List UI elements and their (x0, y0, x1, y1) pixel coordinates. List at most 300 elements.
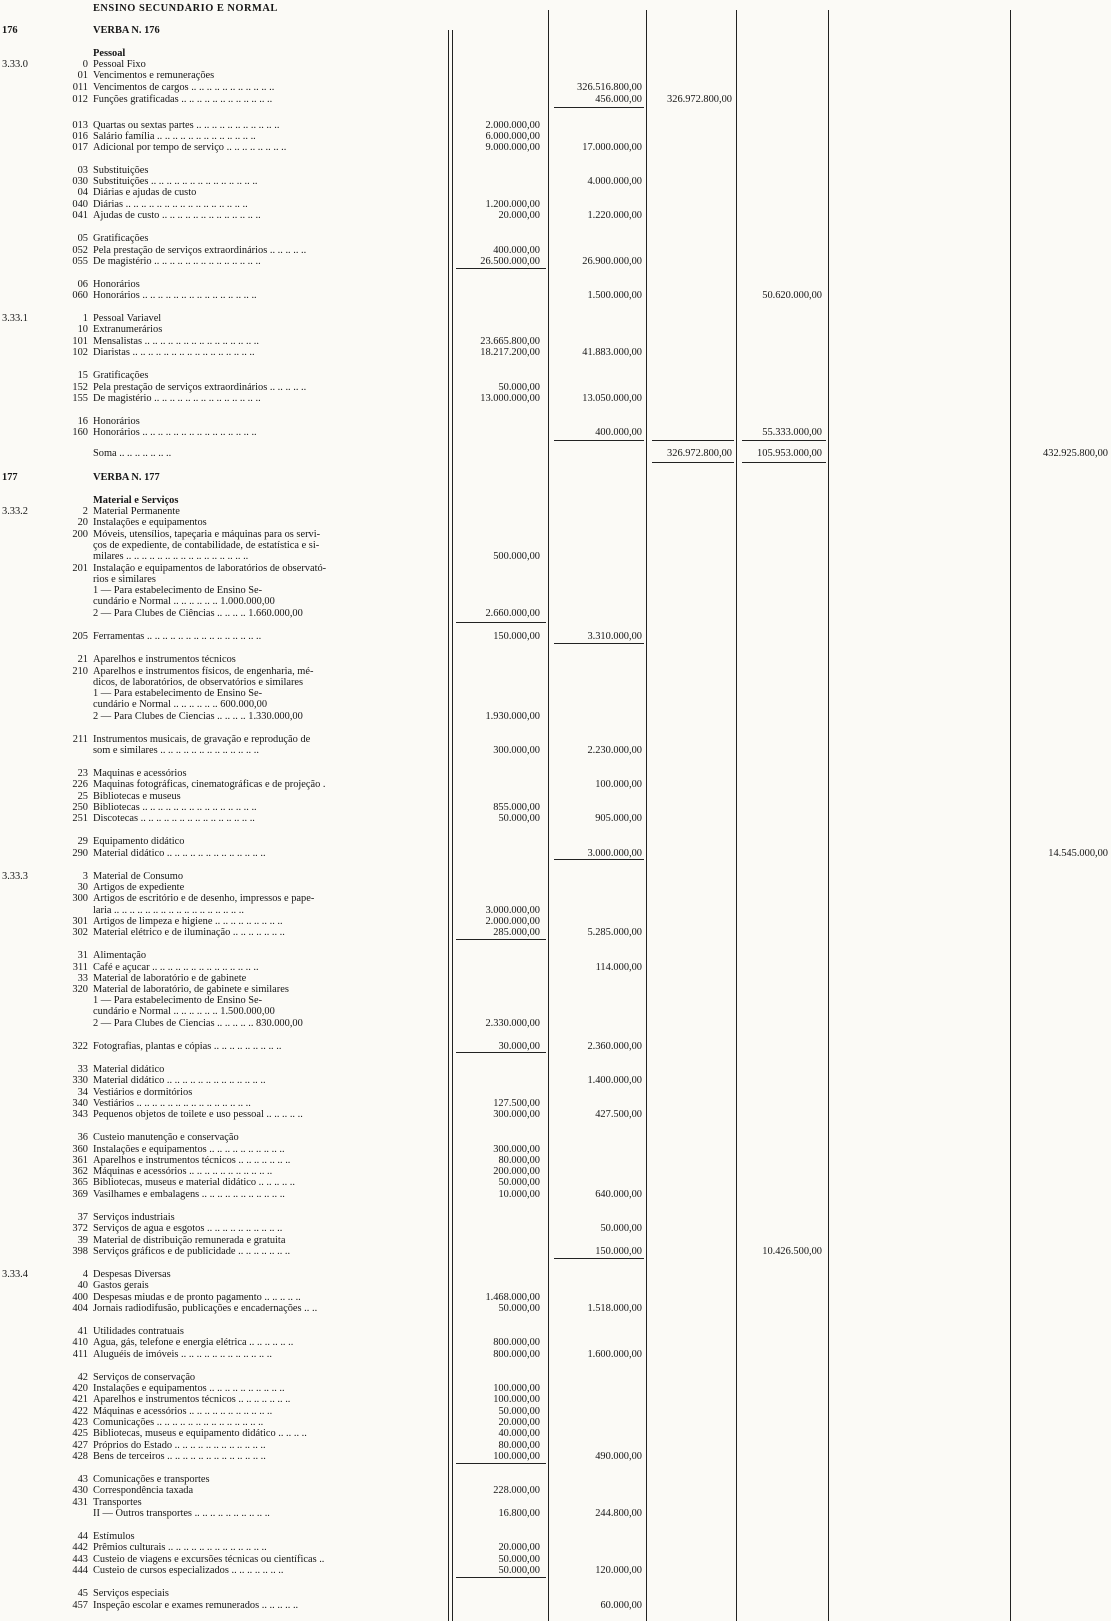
amount-col-2: 640.000,00 (595, 1189, 642, 1200)
amount-col-5: 432.925.800,00 (1043, 448, 1108, 459)
item-description: Pessoal (93, 48, 126, 59)
amount-col-1: 100.000,00 (493, 1394, 540, 1405)
item-description: 1 — Para estabelecimento de Ensino Se- (93, 688, 263, 699)
item-description: Vencimentos de cargos .. .. .. .. .. .. .. .. .. .. .. (93, 82, 275, 93)
item-description: Ferramentas .. .. .. .. .. .. .. .. .. .. .. .. .. .. .. (93, 631, 262, 642)
item-code: 320 (72, 984, 88, 995)
item-code: 45 (77, 1588, 88, 1599)
ledger-row (0, 1303, 1111, 1315)
item-code: 102 (72, 347, 88, 358)
item-description: VERBA N. 177 (93, 472, 160, 483)
item-description: Artigos de expediente (93, 882, 185, 893)
amount-col-1: 50.000,00 (498, 382, 540, 393)
amount-col-1: 150.000,00 (493, 631, 540, 642)
item-description: Aluguéis de imóveis .. .. .. .. .. .. .. .. .. .. .. .. (93, 1349, 272, 1360)
ledger-row (0, 1018, 1111, 1030)
item-description: Próprios do Estado .. .. .. .. .. .. .. .. .. .. .. .. (93, 1440, 266, 1451)
amount-col-1: 100.000,00 (493, 1451, 540, 1462)
item-code: 362 (72, 1166, 88, 1177)
ledger-row (0, 927, 1111, 939)
amount-col-1: 1.468.000,00 (485, 1292, 540, 1303)
amount-col-2: 400.000,00 (595, 427, 642, 438)
item-description: Comunicações .. .. .. .. .. .. .. .. .. .. .. .. .. .. (93, 1417, 264, 1428)
subtotal-rule (554, 643, 644, 644)
item-code: 201 (72, 563, 88, 574)
section-code: 177 (2, 472, 18, 483)
item-code: 20 (77, 517, 88, 528)
item-description: Material e Serviços (93, 495, 179, 506)
item-code: 31 (77, 950, 88, 961)
amount-col-2: 326.516.800,00 (577, 82, 642, 93)
item-description: Aparelhos e instrumentos físicos, de engenharia, mé- (93, 666, 314, 677)
item-code: 3 (82, 871, 88, 882)
subtotal-rule (456, 268, 546, 269)
amount-col-2: 13.050.000,00 (582, 393, 642, 404)
item-description: milares .. .. .. .. .. .. .. .. .. .. .. .. .. .. .. .. (93, 551, 249, 562)
ledger-row (0, 1109, 1111, 1121)
item-code: 422 (72, 1406, 88, 1417)
amount-col-2: 456.000,00 (595, 94, 642, 105)
item-code: 23 (77, 768, 88, 779)
item-code: 34 (77, 1087, 88, 1098)
item-code: 37 (77, 1212, 88, 1223)
item-code: 0 (82, 59, 88, 70)
amount-col-1: 300.000,00 (493, 1144, 540, 1155)
ledger-row (0, 1189, 1111, 1201)
item-code: 311 (72, 962, 88, 973)
item-code: 33 (77, 1064, 88, 1075)
amount-col-4: 50.620.000,00 (762, 290, 822, 301)
amount-col-1: 50.000,00 (498, 1565, 540, 1576)
item-description: Soma .. .. .. .. .. .. .. (93, 448, 172, 459)
item-code: 10 (77, 324, 88, 335)
amount-col-1: 20.000,00 (498, 1417, 540, 1428)
item-code: 443 (72, 1554, 88, 1565)
subtotal-rule (554, 107, 644, 108)
item-description: Gratificações (93, 233, 149, 244)
ledger-row (0, 1485, 1111, 1497)
item-description: Substituições .. .. .. .. .. .. .. .. .. .. .. .. .. .. (93, 176, 258, 187)
amount-col-1: 50.000,00 (498, 1303, 540, 1314)
ledger-row (0, 1132, 1111, 1144)
amount-col-1: 16.800,00 (498, 1508, 540, 1519)
item-code: 29 (77, 836, 88, 847)
amount-col-5: 14.545.000,00 (1048, 848, 1108, 859)
subtotal-rule (456, 1577, 546, 1578)
item-code: 369 (72, 1189, 88, 1200)
item-code: 016 (72, 131, 88, 142)
item-description: Correspondência taxada (93, 1485, 194, 1496)
ledger-row (0, 836, 1111, 848)
amount-col-1: 3.000.000,00 (485, 905, 540, 916)
ledger-row (0, 596, 1111, 608)
item-code: 052 (72, 245, 88, 256)
item-code: 400 (72, 1292, 88, 1303)
amount-col-2: 1.500.000,00 (587, 290, 642, 301)
amount-col-2: 427.500,00 (595, 1109, 642, 1120)
ledger-row (0, 893, 1111, 905)
ledger-row (0, 324, 1111, 336)
ledger-row (0, 699, 1111, 711)
item-description: Substituições (93, 165, 149, 176)
amount-col-2: 2.230.000,00 (587, 745, 642, 756)
ledger-row (0, 517, 1111, 529)
section-code: 3.33.2 (2, 506, 28, 517)
item-code: 372 (72, 1223, 88, 1234)
amount-col-1: 50.000,00 (498, 813, 540, 824)
item-code: 05 (77, 233, 88, 244)
item-description: Material elétrico e de iluminação .. .. .. .. .. .. .. (93, 927, 285, 938)
item-description: Diárias e ajudas de custo (93, 187, 197, 198)
item-description: 2 — Para Clubes de Ciências .. .. .. .. 1.660.000,00 (93, 608, 303, 619)
ledger-row (0, 1177, 1111, 1189)
item-code: 428 (72, 1451, 88, 1462)
item-code: 301 (72, 916, 88, 927)
item-code: 41 (77, 1326, 88, 1337)
ledger-row (0, 1588, 1111, 1600)
item-description: Despesas Diversas (93, 1269, 171, 1280)
ledger-row (0, 70, 1111, 82)
subtotal-rule (742, 440, 826, 441)
amount-col-4: 10.426.500,00 (762, 1246, 822, 1257)
item-description: Fotografias, plantas e cópias .. .. .. .. .. .. .. .. .. (93, 1041, 282, 1052)
section-code: 3.33.1 (2, 313, 28, 324)
item-code: 410 (72, 1337, 88, 1348)
item-description: 2 — Para Clubes de Ciencias .. .. .. .. 1.330.000,00 (93, 711, 303, 722)
item-description: ços de expediente, de contabilidade, de estatística e si- (93, 540, 320, 551)
ledger-row (0, 1223, 1111, 1235)
item-code: 42 (77, 1372, 88, 1383)
amount-col-1: 228.000,00 (493, 1485, 540, 1496)
item-code: 03 (77, 165, 88, 176)
item-code: 060 (72, 290, 88, 301)
amount-col-1: 20.000,00 (498, 210, 540, 221)
item-description: cundário e Normal .. .. .. .. .. .. 1.500.000,00 (93, 1006, 275, 1017)
amount-col-2: 3.000.000,00 (587, 848, 642, 859)
item-code: 425 (72, 1428, 88, 1439)
item-code: 457 (72, 1600, 88, 1611)
ledger-row (0, 3, 1111, 15)
item-description: Material Permanente (93, 506, 180, 517)
amount-col-1: 13.000.000,00 (480, 393, 540, 404)
item-code: 21 (77, 654, 88, 665)
amount-col-1: 127.500,00 (493, 1098, 540, 1109)
ledger-row (0, 1041, 1111, 1053)
item-code: 012 (72, 94, 88, 105)
item-description: Aparelhos e instrumentos técnicos .. .. .. .. .. .. .. (93, 1394, 291, 1405)
amount-col-1: 800.000,00 (493, 1349, 540, 1360)
ledger-row (0, 347, 1111, 359)
item-code: 427 (72, 1440, 88, 1451)
item-code: 290 (72, 848, 88, 859)
item-description: Gastos gerais (93, 1280, 149, 1291)
item-description: Adicional por tempo de serviço .. .. .. .. .. .. .. .. (93, 142, 287, 153)
amount-col-1: 200.000,00 (493, 1166, 540, 1177)
ledger-row (0, 1394, 1111, 1406)
amount-col-1: 50.000,00 (498, 1554, 540, 1565)
item-description: cundário e Normal .. .. .. .. .. .. 600.000,00 (93, 699, 268, 710)
item-description: Transportes (93, 1497, 142, 1508)
item-description: Bens de terceiros .. .. .. .. .. .. .. .. .. .. .. .. .. (93, 1451, 266, 1462)
amount-col-2: 1.518.000,00 (587, 1303, 642, 1314)
ledger-row (0, 813, 1111, 825)
ledger-row (0, 427, 1111, 439)
ledger-row (0, 187, 1111, 199)
amount-col-1: 2.000.000,00 (485, 120, 540, 131)
item-description: Pessoal Fixo (93, 59, 146, 70)
amount-col-1: 20.000,00 (498, 1542, 540, 1553)
item-description: Vestiários .. .. .. .. .. .. .. .. .. .. .. .. .. .. .. (93, 1098, 251, 1109)
item-code: 017 (72, 142, 88, 153)
item-code: 011 (72, 82, 88, 93)
item-code: 16 (77, 416, 88, 427)
item-code: 1 (82, 313, 88, 324)
item-code: 15 (77, 370, 88, 381)
item-description: Máquinas e acessórios .. .. .. .. .. .. .. .. .. .. .. (93, 1406, 273, 1417)
amount-col-2: 905.000,00 (595, 813, 642, 824)
ledger-row (0, 1565, 1111, 1577)
amount-col-2: 150.000,00 (595, 1246, 642, 1257)
amount-col-2: 1.600.000,00 (587, 1349, 642, 1360)
item-code: 330 (72, 1075, 88, 1086)
amount-col-1: 800.000,00 (493, 1337, 540, 1348)
amount-col-1: 500.000,00 (493, 551, 540, 562)
subtotal-rule (554, 440, 644, 441)
ledger-row (0, 94, 1111, 106)
amount-col-2: 26.900.000,00 (582, 256, 642, 267)
item-code: 420 (72, 1383, 88, 1394)
amount-col-1: 26.500.000,00 (480, 256, 540, 267)
ledger-row (0, 1428, 1111, 1440)
item-description: Artigos de limpeza e higiene .. .. .. .. .. .. .. .. .. (93, 916, 283, 927)
section-code: 3.33.4 (2, 1269, 28, 1280)
item-description: Aparelhos e instrumentos técnicos (93, 654, 236, 665)
item-description: Honorários .. .. .. .. .. .. .. .. .. .. .. .. .. .. .. (93, 427, 257, 438)
item-code: 30 (77, 882, 88, 893)
item-description: Instrumentos musicais, de gravação e reprodução de (93, 734, 311, 745)
item-description: Aparelhos e instrumentos técnicos .. .. .. .. .. .. .. (93, 1155, 291, 1166)
amount-col-1: 2.330.000,00 (485, 1018, 540, 1029)
item-description: VERBA N. 176 (93, 25, 160, 36)
item-description: Instalações e equipamentos .. .. .. .. .. .. .. .. .. .. (93, 1383, 285, 1394)
amount-col-4: 55.333.000,00 (762, 427, 822, 438)
amount-col-2: 2.360.000,00 (587, 1041, 642, 1052)
amount-col-2: 4.000.000,00 (587, 176, 642, 187)
amount-col-2: 50.000,00 (600, 1223, 642, 1234)
subtotal-rule (456, 1463, 546, 1464)
amount-col-2: 490.000,00 (595, 1451, 642, 1462)
item-code: 013 (72, 120, 88, 131)
ledger-row (0, 1542, 1111, 1554)
item-description: Material didático .. .. .. .. .. .. .. .. .. .. .. .. .. (93, 848, 266, 859)
item-description: Utilidades contratuais (93, 1326, 184, 1337)
item-code: 041 (72, 210, 88, 221)
item-description: rios e similares (93, 574, 156, 585)
item-code: 040 (72, 199, 88, 210)
item-description: Máquinas e acessórios .. .. .. .. .. .. .. .. .. .. .. (93, 1166, 273, 1177)
item-code: 226 (72, 779, 88, 790)
item-description: Diaristas .. .. .. .. .. .. .. .. .. .. .. .. .. .. .. .. (93, 347, 255, 358)
item-code: 101 (72, 336, 88, 347)
item-description: Quartas ou sextas partes .. .. .. .. .. .. .. .. .. .. .. (93, 120, 280, 131)
item-description: Honorários (93, 416, 140, 427)
amount-col-2: 120.000,00 (595, 1565, 642, 1576)
item-description: Maquinas e acessórios (93, 768, 187, 779)
ledger-row (0, 1508, 1111, 1520)
item-code: 430 (72, 1485, 88, 1496)
item-description: Material de laboratório, de gabinete e similares (93, 984, 289, 995)
ledger-row (0, 256, 1111, 268)
amount-col-2: 41.883.000,00 (582, 347, 642, 358)
item-description: Honorários (93, 279, 140, 290)
section-code: 3.33.3 (2, 871, 28, 882)
amount-col-1: 1.200.000,00 (485, 199, 540, 210)
item-description: Material didático .. .. .. .. .. .. .. .. .. .. .. .. .. (93, 1075, 266, 1086)
amount-col-2: 17.000.000,00 (582, 142, 642, 153)
ledger-row (0, 654, 1111, 666)
item-description: Bibliotecas, museus e equipamento didático .. .. .. .. (93, 1428, 307, 1439)
section-code: 3.33.0 (2, 59, 28, 70)
ledger-row (0, 1246, 1111, 1258)
item-description: Material de Consumo (93, 871, 184, 882)
ledger-row (0, 472, 1111, 484)
item-code: 300 (72, 893, 88, 904)
item-description: ENSINO SECUNDÁRIO E NORMAL (93, 3, 278, 14)
amount-col-2: 1.220.000,00 (587, 210, 642, 221)
amount-col-1: 18.217.200,00 (480, 347, 540, 358)
item-description: Serviços de agua e esgotos .. .. .. .. .. .. .. .. .. .. (93, 1223, 283, 1234)
amount-col-3: 326.972.800,00 (667, 94, 732, 105)
item-description: 1 — Para estabelecimento de Ensino Se- (93, 585, 263, 596)
ledger-row (0, 950, 1111, 962)
item-description: Custeio manutenção e conservação (93, 1132, 239, 1143)
amount-col-1: 2.660.000,00 (485, 608, 540, 619)
item-description: som e similares .. .. .. .. .. .. .. .. .. .. .. .. .. (93, 745, 259, 756)
item-description: Despesas miudas e de pronto pagamento .. .. .. .. .. (93, 1292, 301, 1303)
item-code: 155 (72, 393, 88, 404)
item-description: Vasilhames e embalagens .. .. .. .. .. .. .. .. .. .. .. (93, 1189, 285, 1200)
item-code: 36 (77, 1132, 88, 1143)
item-code: 44 (77, 1531, 88, 1542)
ledger-row (0, 1280, 1111, 1292)
item-description: Material de laboratório e de gabinete (93, 973, 247, 984)
ledger-row (0, 779, 1111, 791)
ledger-row (0, 551, 1111, 563)
item-code: 340 (72, 1098, 88, 1109)
subtotal-rule (554, 1258, 644, 1259)
item-description: Serviços industriais (93, 1212, 175, 1223)
item-code: 160 (72, 427, 88, 438)
item-description: Pessoal Variavel (93, 313, 162, 324)
item-code: 4 (82, 1269, 88, 1280)
item-code: 2 (82, 506, 88, 517)
item-description: dicos, de laboratórios, de observatórios e similares (93, 677, 304, 688)
item-description: Prêmios culturais .. .. .. .. .. .. .. .. .. .. .. .. .. (93, 1542, 267, 1553)
amount-col-1: 40.000,00 (498, 1428, 540, 1439)
item-description: 2 — Para Clubes de Ciencias .. .. .. .. .. 830.000,00 (93, 1018, 303, 1029)
item-description: Extranumerários (93, 324, 163, 335)
item-description: Bibliotecas, museus e material didático .. .. .. .. .. (93, 1177, 295, 1188)
section-code: 176 (2, 25, 18, 36)
amount-col-1: 50.000,00 (498, 1406, 540, 1417)
item-description: Custeio de cursos especializados .. .. .. .. .. .. .. (93, 1565, 284, 1576)
item-description: Instalação e equipamentos de laboratórios de observató- (93, 563, 327, 574)
amount-col-1: 1.930.000,00 (485, 711, 540, 722)
amount-col-1: 9.000.000,00 (485, 142, 540, 153)
amount-col-2: 244.800,00 (595, 1508, 642, 1519)
ledger-row (0, 448, 1111, 460)
item-description: Pela prestação de serviços extraordinários .. .. .. .. .. (93, 382, 307, 393)
item-code: 411 (72, 1349, 88, 1360)
amount-col-1: 100.000,00 (493, 1383, 540, 1394)
ledger-row (0, 711, 1111, 723)
item-description: Vestiários e dormitórios (93, 1087, 193, 1098)
amount-col-1: 285.000,00 (493, 927, 540, 938)
item-description: 1 — Para estabelecimento de Ensino Se- (93, 995, 263, 1006)
ledger-row (0, 1600, 1111, 1612)
item-code: 40 (77, 1280, 88, 1291)
item-description: Agua, gás, telefone e energia elétrica .. .. .. .. .. .. (93, 1337, 294, 1348)
item-code: 343 (72, 1109, 88, 1120)
ledger-row (0, 290, 1111, 302)
amount-col-4: 105.953.000,00 (757, 448, 822, 459)
item-code: 398 (72, 1246, 88, 1257)
amount-col-2: 1.400.000,00 (587, 1075, 642, 1086)
amount-col-2: 114.000,00 (595, 962, 642, 973)
item-description: Mensalistas .. .. .. .. .. .. .. .. .. .. .. .. .. .. .. (93, 336, 259, 347)
item-description: Ajudas de custo .. .. .. .. .. .. .. .. .. .. .. .. .. (93, 210, 261, 221)
item-description: Bibliotecas e museus (93, 791, 181, 802)
item-description: Honorários .. .. .. .. .. .. .. .. .. .. .. .. .. .. .. (93, 290, 257, 301)
item-description: Alimentação (93, 950, 147, 961)
item-description: Serviços especiais (93, 1588, 169, 1599)
amount-col-2: 3.310.000,00 (587, 631, 642, 642)
ledger-row (0, 1451, 1111, 1463)
amount-col-1: 2.000.000,00 (485, 916, 540, 927)
amount-col-1: 80.000,00 (498, 1440, 540, 1451)
item-code: 43 (77, 1474, 88, 1485)
item-code: 423 (72, 1417, 88, 1428)
item-code: 421 (72, 1394, 88, 1405)
amount-col-1: 30.000,00 (498, 1041, 540, 1052)
item-code: 444 (72, 1565, 88, 1576)
item-code: 39 (77, 1235, 88, 1246)
ledger-row (0, 1075, 1111, 1087)
amount-col-1: 10.000,00 (498, 1189, 540, 1200)
item-description: Comunicações e transportes (93, 1474, 210, 1485)
item-description: Artigos de escritório e de desenho, impressos e pape- (93, 893, 315, 904)
item-description: Pequenos objetos de toilete e uso pessoal .. .. .. .. .. (93, 1109, 303, 1120)
amount-col-2: 100.000,00 (595, 779, 642, 790)
item-description: Jornais radiodifusão, publicações e encadernações .. .. (93, 1303, 318, 1314)
item-code: 360 (72, 1144, 88, 1155)
item-code: 030 (72, 176, 88, 187)
amount-col-1: 6.000.000,00 (485, 131, 540, 142)
item-description: Discotecas .. .. .. .. .. .. .. .. .. .. .. .. .. .. .. (93, 813, 255, 824)
item-description: De magistério .. .. .. .. .. .. .. .. .. .. .. .. .. .. (93, 256, 261, 267)
amount-col-1: 855.000,00 (493, 802, 540, 813)
item-code: 361 (72, 1155, 88, 1166)
item-description: Material didático (93, 1064, 165, 1075)
item-code: 322 (72, 1041, 88, 1052)
subtotal-rule (742, 462, 826, 463)
item-description: Pela prestação de serviços extraordinários .. .. .. .. .. (93, 245, 307, 256)
item-code: 205 (72, 631, 88, 642)
item-description: Funções gratificadas .. .. .. .. .. .. .. .. .. .. .. .. (93, 94, 273, 105)
item-code: 251 (72, 813, 88, 824)
item-description: Material de distribuição remunerada e gratuita (93, 1235, 286, 1246)
item-description: Custeio de viagens e excursões técnicas ou científicas .. (93, 1554, 325, 1565)
